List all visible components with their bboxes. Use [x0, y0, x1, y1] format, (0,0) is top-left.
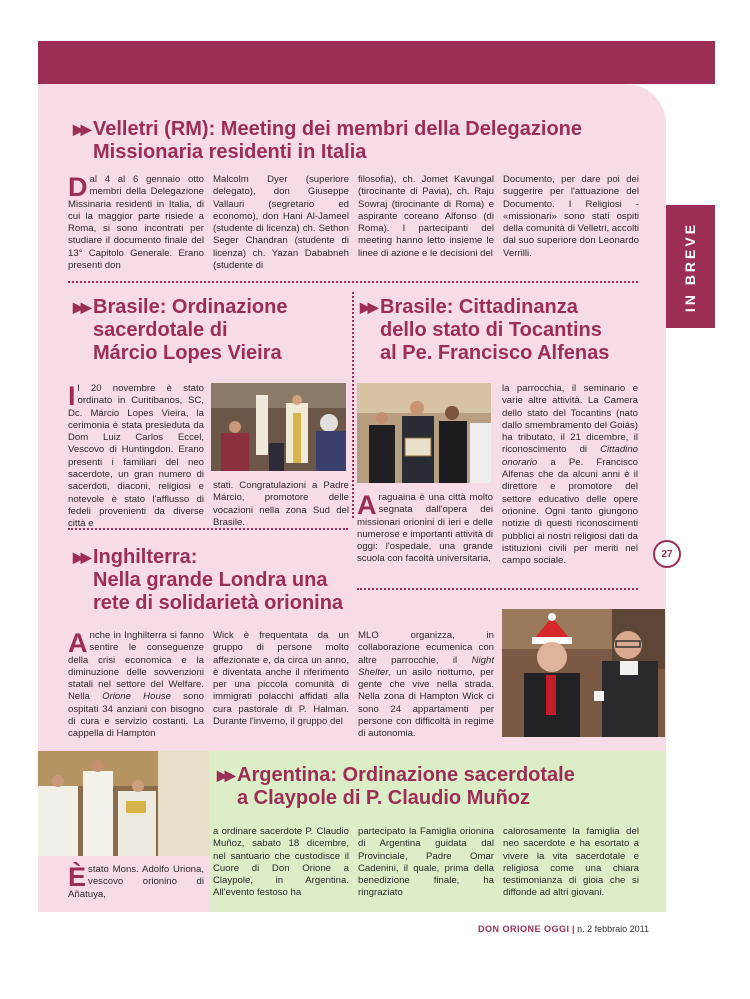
divider	[68, 281, 638, 283]
page-footer: DON ORIONE OGGI | n. 2 febbraio 2011	[478, 924, 649, 934]
drop-cap: A	[357, 490, 377, 520]
velletri-col1: Dal 4 al 6 gennaio otto membri della Delegazione Missinaria residenti in Italia, di cui la maggior parte risiede a Roma, si sono incontrati per studiare il documento finale del 13° Capitolo Generale. Erano presenti don	[68, 172, 204, 272]
double-arrow-icon: ▶▶	[73, 299, 89, 315]
argentina-ordination-photo	[38, 751, 210, 856]
section-tab-label-wrap	[666, 205, 715, 328]
double-arrow-icon: ▶▶	[360, 299, 376, 315]
brasile-ordinazione-col1: Il 20 novembre è stato ordinato in Curitibanos, SC, Dc. Márcio Lopes Vieira, la cerimonia è stata presieduta da Dom Luiz Carlos Eccel, Vescovo di Huntingdon. Erano presenti i familiari del neo sacerdote, un gran numero di sacerdoti, diaconi, religiosi e notevole è stato l'afflusso di fedeli provenienti da diverse città e	[68, 381, 204, 530]
london-shelter-photo-art	[502, 609, 665, 737]
ordination-brazil-photo-art	[211, 383, 346, 471]
ordination-brazil-photo	[211, 383, 346, 471]
velletri-col3: filosofia), ch. Jomet Kavungal (tirocinante di Pavia), ch. Raju Sowraj (tirocinante di Roma) e aspirante coreano Alfonso (di Roma). I partecipanti del meeting hanno letto insieme le linee di azione e le decisioni del	[358, 174, 494, 259]
drop-cap: È	[68, 862, 87, 892]
inghilterra-col1: Anche in Inghilterra si fanno sentire le conseguenze della crisi economica e la diminuzione delle sovvenzioni statali nel settore del Welfare. Nella Orione House sono ospitati 34 anziani con bisogno di cura e servizio costanti. La cappella di Hampton	[68, 628, 204, 740]
divider	[68, 528, 348, 530]
double-arrow-icon: ▶▶	[73, 121, 89, 137]
tocantins-award-photo	[357, 383, 491, 483]
double-arrow-icon: ▶▶	[217, 767, 233, 783]
argentina-col3: partecipato la Famiglia orionina di Argentina guidata dal Provinciale, Padre Omar Cadenini, il quale, prima della benedizione finale, ha ringraziato	[358, 826, 494, 899]
brasile-cittadinanza-col1: Araguaina è una città molto segnata dall'opera dei missionari orionini di ieri e delle numerose e importanti attività di oggi: l'ospedale, una grande scuola con facoltà universitaria,	[357, 490, 493, 565]
inghilterra-col3: MLO organizza, in collaborazione ecumenica con altre parrocchie, il Night Shelter, un asilo notturno, per gente che vive nella strada. Nella zona di Hampton Wick ci sono 24 appartamenti per persone con difficoltà in regime di autonomia.	[358, 630, 494, 740]
argentina-col2: a ordinare sacerdote P. Claudio Muñoz, sabato 18 dicembre, nel santuario che custodisce il Cuore di Don Orione a Claypole, in Argentina. All'evento festoso ha	[213, 826, 349, 899]
drop-cap: D	[68, 172, 88, 202]
argentina-title: ▶▶ Argentina: Ordinazione sacerdotale a Claypole di P. Claudio Muñoz	[217, 764, 575, 809]
issue-info: n. 2 febbraio 2011	[577, 924, 649, 934]
tocantins-award-photo-art	[357, 383, 491, 483]
argentina-col1: Èstato Mons. Adolfo Uriona, vescovo orionino di Añatuya,	[68, 862, 204, 900]
double-arrow-icon: ▶▶	[73, 549, 89, 565]
velletri-title: ▶▶ Velletri (RM): Meeting dei membri della Delegazione Missionaria residenti in Italia	[73, 118, 582, 163]
divider	[357, 588, 638, 590]
drop-cap: I	[68, 381, 76, 411]
velletri-col4: Documento, per dare poi dei suggerire per l'attuazione del Documento. I Religiosi - «missionari» sono stati ospiti della comunità di Velletri, accolti dal suo superiore don Leonardo Verrilli.	[503, 174, 639, 259]
inghilterra-col2: Wick è frequentata da un gruppo di persone molto affezionate e, da circa un anno, è diventata anche il riferimento per una piccola comunità di immigrati polacchi affidati alla cura pastorale di P. Halman. Durante l'inverno, il gruppo del	[213, 630, 349, 728]
top-banner	[38, 41, 715, 84]
argentina-ordination-photo-art	[38, 751, 210, 856]
column-divider	[352, 292, 354, 518]
magazine-name: DON ORIONE OGGI	[478, 924, 570, 934]
section-tab-label: IN BREVE	[682, 221, 699, 312]
argentina-col4: calorosamente la famiglia del neo sacerdote e ha esortato a vivere la vita sacerdotale e religiosa come una chiara testimonianza di gioia che si diffonde ad altri giovani.	[503, 826, 639, 899]
brasile-cittadinanza-title: ▶▶ Brasile: Cittadinanza dello stato di Tocantins al Pe. Francisco Alfenas	[360, 296, 610, 364]
brasile-ordinazione-title: ▶▶ Brasile: Ordinazione sacerdotale di Márcio Lopes Vieira	[73, 296, 288, 364]
drop-cap: A	[68, 628, 88, 658]
brasile-ordinazione-col2: stati. Congratulazioni a Padre Márcio, promotore delle vocazioni nella zona Sud del Brasile.	[213, 480, 349, 528]
velletri-col2: Malcolm Dyer (superiore delegato), don Giuseppe Vallauri (segretario ed economo), don Hani Al-Jameel (studente di licenza) ch. Sethon Seger Chandran (studente di licenza) ch. Yazan Dababneh (studente di	[213, 174, 349, 272]
brasile-cittadinanza-col2: la parrocchia, il seminario e varie altre attività. La Camera dello stato del Tocantins (nato dallo smembramento del Goiás) ha tributato, il 21 dicembre, il riconoscimento di Cittadino onorario a Pe. Francisco Alfenas che da alcuni anni è il direttore e promotore del settore educativo delle opere orionine. Ogni tanto giungono notizie di questi riconoscimenti pubblici ai nostri religiosi dati da istituzioni civili per meriti nel campo sociale.	[502, 383, 638, 567]
inghilterra-title: ▶▶ Inghilterra: Nella grande Londra una rete di solidarietà orionina	[73, 546, 344, 614]
london-shelter-photo	[502, 609, 665, 737]
page-number: 27	[653, 540, 681, 568]
